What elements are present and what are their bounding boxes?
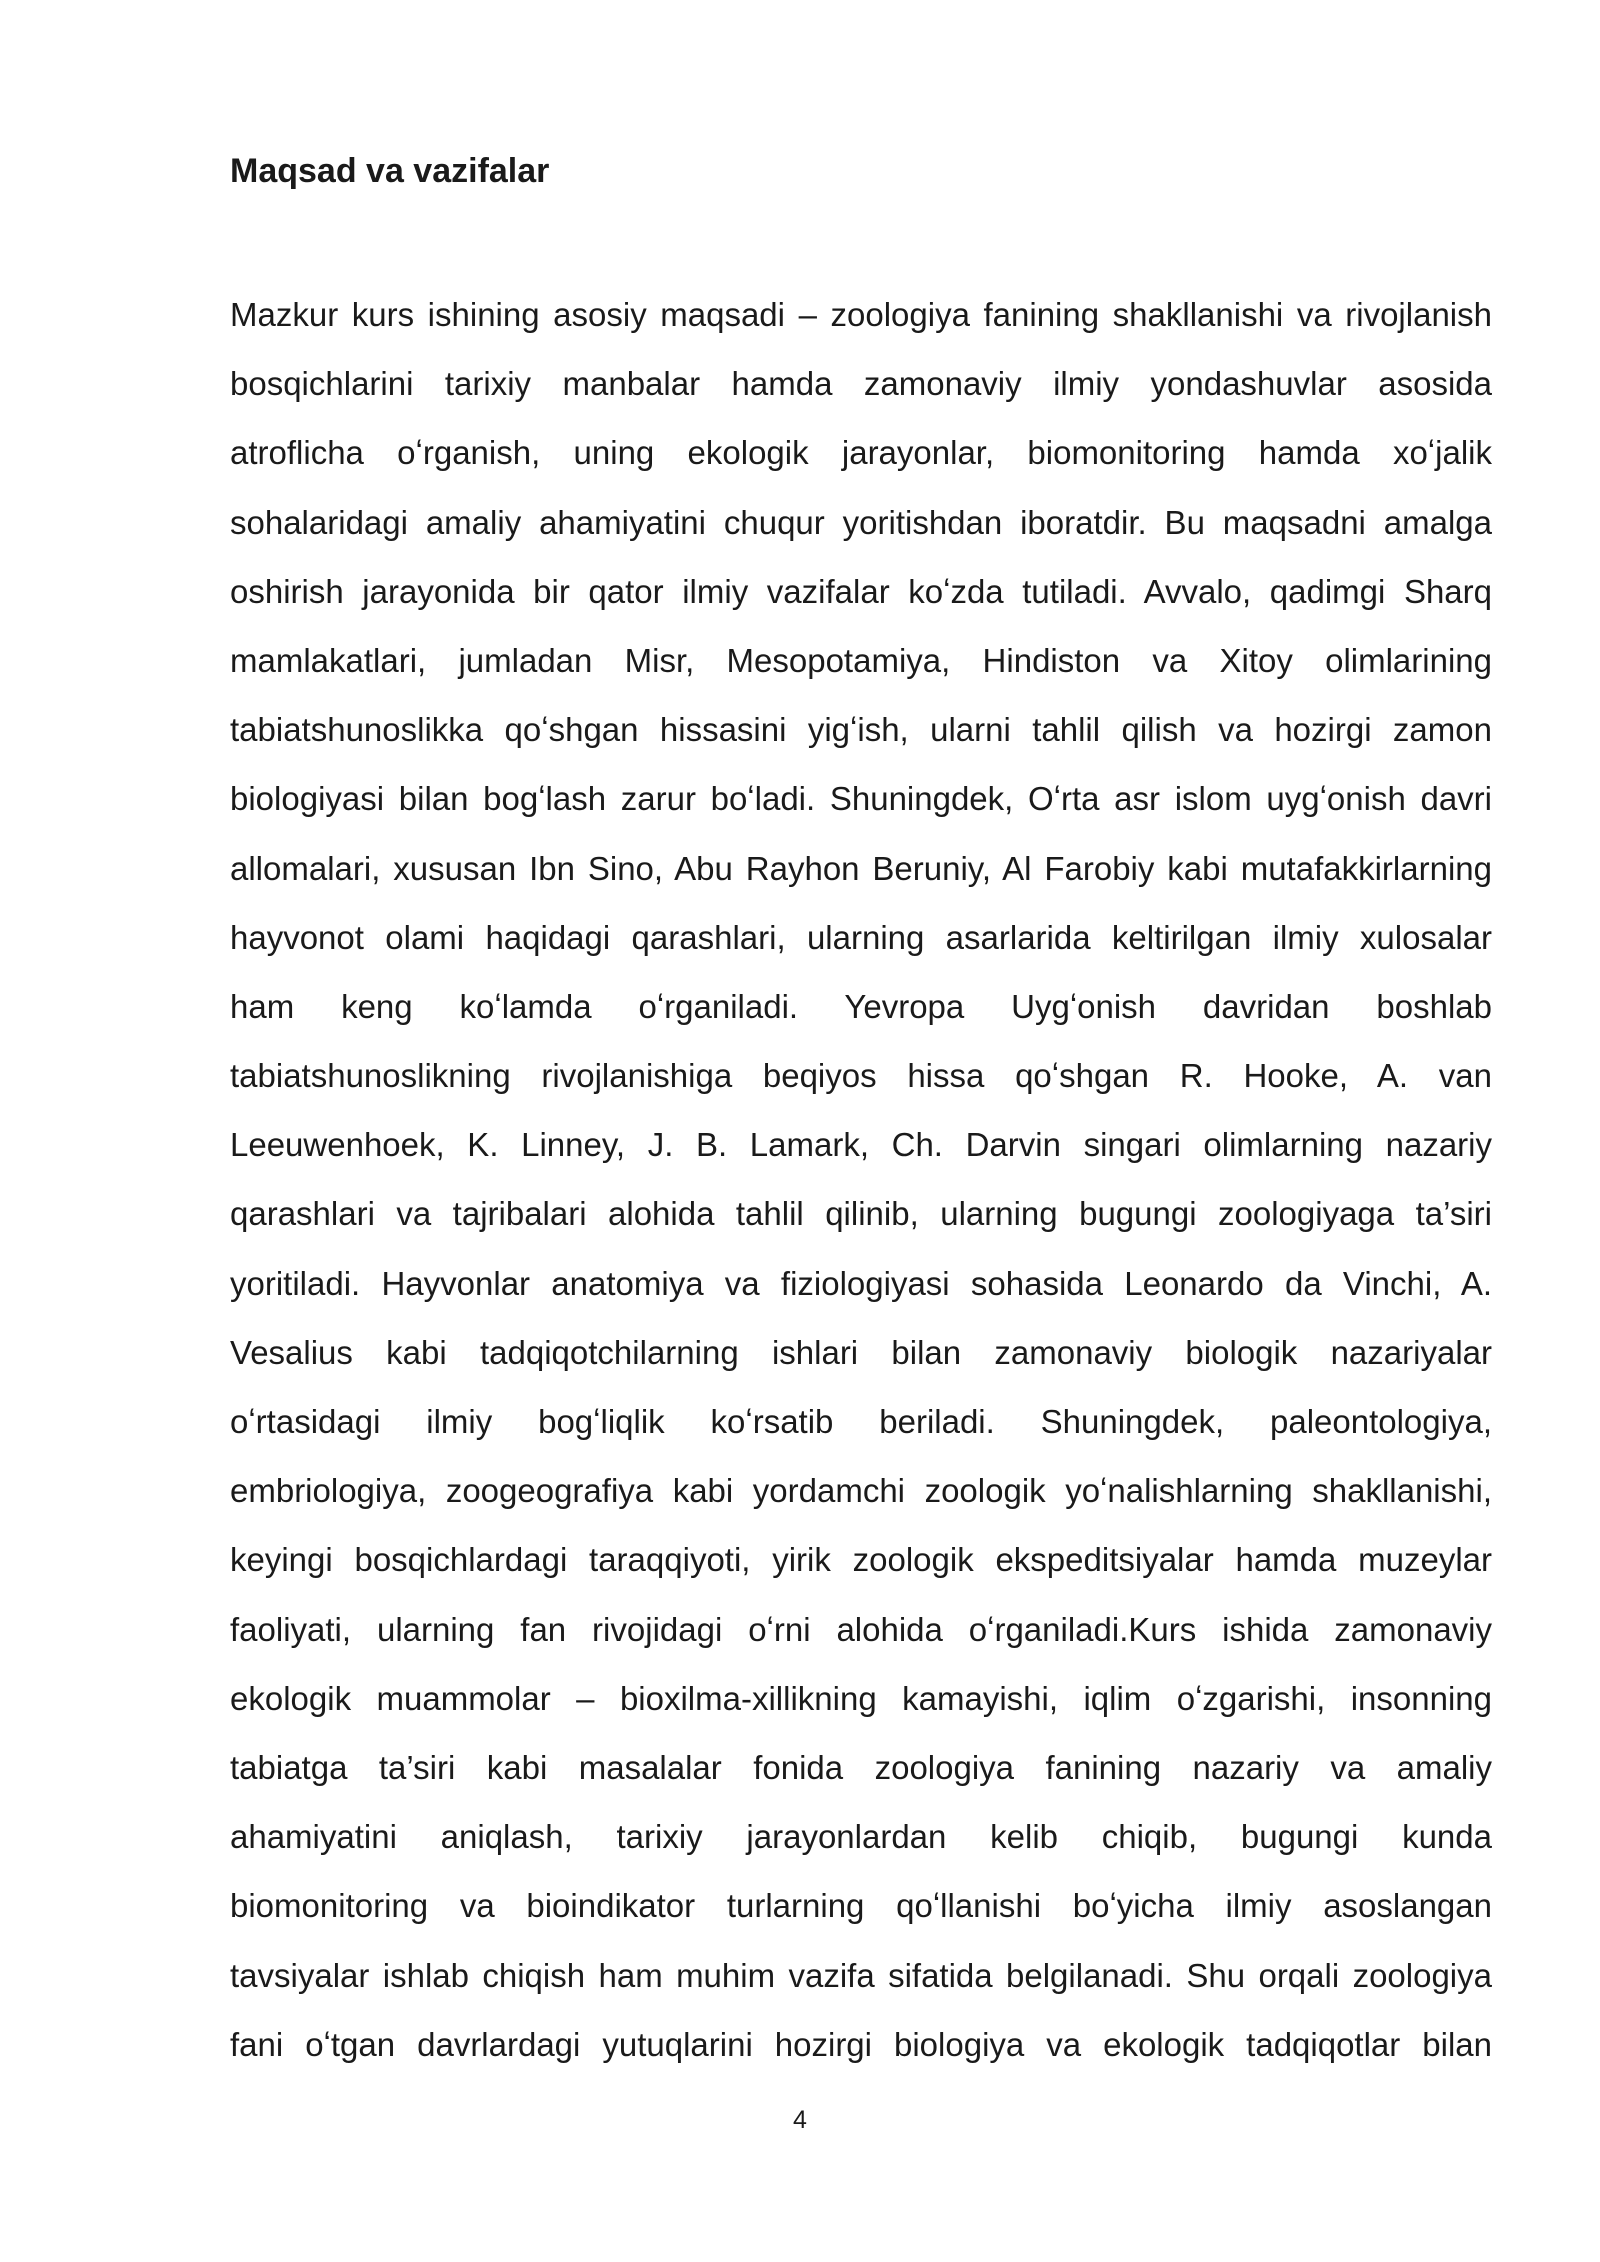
text-line: allomalari, xususan Ibn Sino, Abu Rayhon Beruniy, Al Farobiy kabi mutafakkirlarning [230, 849, 1492, 887]
text-line: tabiatshunoslikka qoʻshgan hissasini yigʻish, ularni tahlil qilish va hozirgi zamon [230, 711, 1492, 749]
text-line: mamlakatlari, jumladan Misr, Mesopotamiya, Hindiston va Xitoy olimlarining [230, 641, 1492, 679]
text-line: fani oʻtgan davrlardagi yutuqlarini hozirgi biologiya va ekologik tadqiqotlar bilan [230, 2025, 1492, 2063]
page-number: 4 [793, 2106, 807, 2134]
text-line: tabiatshunoslikning rivojlanishiga beqiyos hissa qoʻshgan R. Hooke, A. van [230, 1057, 1492, 1095]
text-line: sohalaridagi amaliy ahamiyatini chuqur yoritishdan iboratdir. Bu maqsadni amalga [230, 503, 1492, 541]
text-line: hayvonot olami haqidagi qarashlari, ularning asarlarida keltirilgan ilmiy xulosalar [230, 918, 1492, 956]
text-line: tavsiyalar ishlab chiqish ham muhim vazifa sifatida belgilanadi. Shu orqali zoologiya [230, 1956, 1492, 1994]
text-line: ahamiyatini aniqlash, tarixiy jarayonlardan kelib chiqib, bugungi kunda [230, 1818, 1492, 1856]
text-line: oʻrtasidagi ilmiy bogʻliqlik koʻrsatib beriladi. Shuningdek, paleontologiya, [230, 1403, 1492, 1440]
section-heading: Maqsad va vazifalar [230, 152, 550, 190]
text-line: oshirish jarayonida bir qator ilmiy vazifalar koʻzda tutiladi. Avvalo, qadimgi Sharq [230, 572, 1492, 610]
text-line: embriologiya, zoogeografiya kabi yordamchi zoologik yoʻnalishlarning shakllanishi, [230, 1472, 1492, 1510]
text-line: keyingi bosqichlardagi taraqqiyoti, yirik zoologik ekspeditsiyalar hamda muzeylar [230, 1541, 1492, 1579]
body-paragraph [230, 292, 1492, 2091]
text-line: Mazkur kurs ishining asosiy maqsadi – zoologiya fanining shakllanishi va rivojlanish [230, 296, 1492, 333]
text-line: biomonitoring va bioindikator turlarning qoʻllanishi boʻyicha ilmiy asoslangan [230, 1887, 1492, 1925]
text-line: ham keng koʻlamda oʻrganiladi. Yevropa Uygʻonish davridan boshlab [230, 987, 1492, 1025]
text-line: biologiyasi bilan bogʻlash zarur boʻladi. Shuningdek, Oʻrta asr islom uygʻonish davri [230, 780, 1492, 818]
text-line: qarashlari va tajribalari alohida tahlil qilinib, ularning bugungi zoologiyaga ta’siri [230, 1195, 1492, 1233]
text-line: atroflicha oʻrganish, uning ekologik jarayonlar, biomonitoring hamda xoʻjalik [230, 434, 1492, 472]
text-line: tabiatga ta’siri kabi masalalar fonida zoologiya fanining nazariy va amaliy [230, 1748, 1492, 1786]
text-line: ekologik muammolar – bioxilma-xillikning kamayishi, iqlim oʻzgarishi, insonning [230, 1679, 1492, 1717]
text-line: yoritiladi. Hayvonlar anatomiya va fiziologiyasi sohasida Leonardo da Vinchi, A. [230, 1264, 1492, 1302]
text-line: faoliyati, ularning fan rivojidagi oʻrni alohida oʻrganiladi.Kurs ishida zamonaviy [230, 1610, 1492, 1648]
text-line: Leeuwenhoek, K. Linney, J. B. Lamark, Ch. Darvin singari olimlarning nazariy [230, 1126, 1492, 1164]
text-line: bosqichlarini tarixiy manbalar hamda zamonaviy ilmiy yondashuvlar asosida [230, 365, 1492, 403]
text-line: Vesalius kabi tadqiqotchilarning ishlari bilan zamonaviy biologik nazariyalar [230, 1333, 1492, 1371]
